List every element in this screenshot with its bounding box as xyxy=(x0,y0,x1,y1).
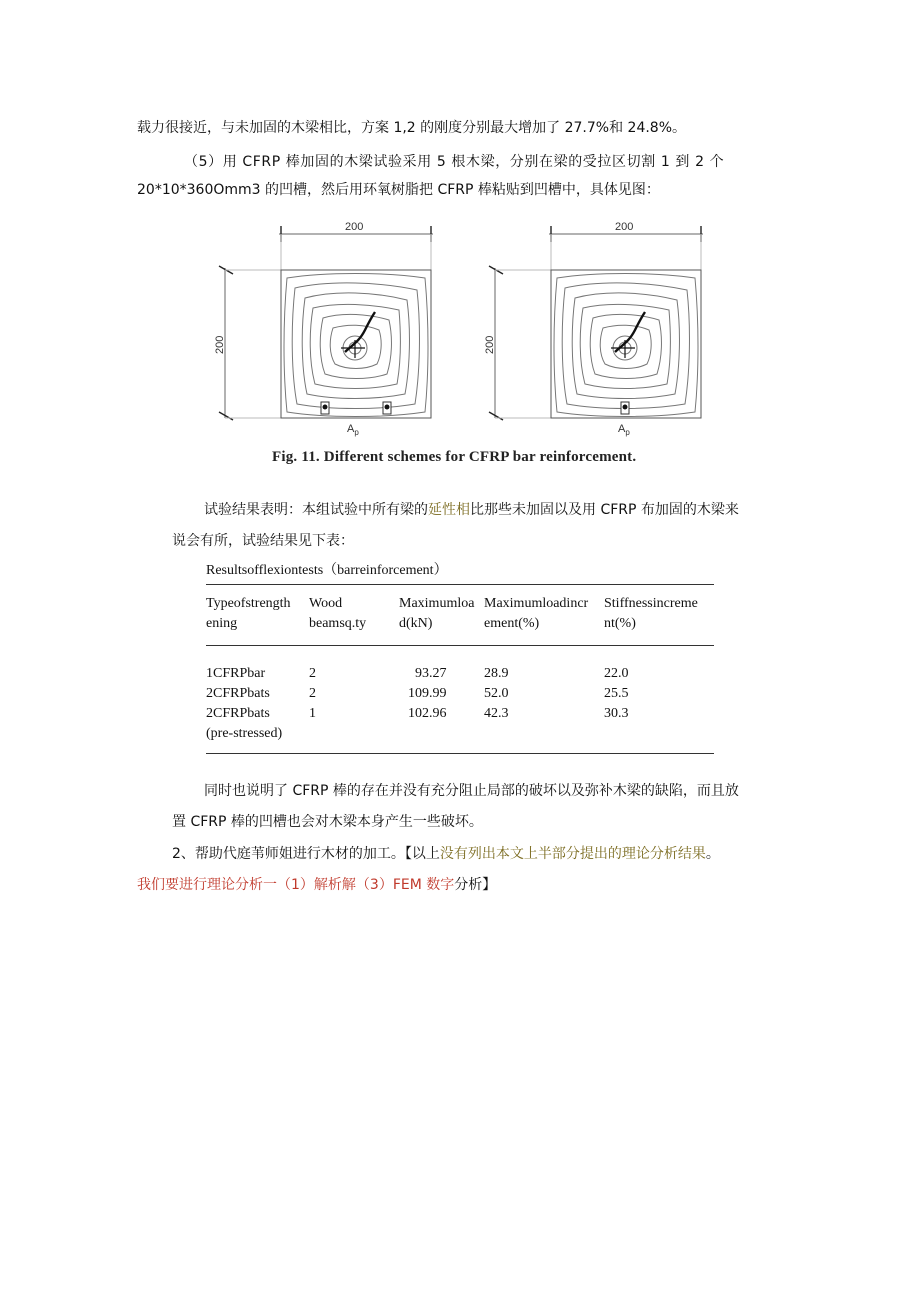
left-point-label: $A_p$ xyxy=(347,423,359,437)
row-load-inc: 42.3 xyxy=(484,706,509,721)
figure-caption: Fig. 11. Different schemes for CFRP bar reinforcement. xyxy=(272,449,637,465)
task-suffix: 。 xyxy=(705,846,720,862)
left-scheme-panel xyxy=(219,226,433,420)
paragraph-task-line1 xyxy=(172,844,720,864)
header-type: Typeofstrength ening xyxy=(206,596,291,631)
test-results-suffix: 比那些未加固以及用 CFRP 布加固的木梁来 xyxy=(470,502,739,518)
right-width-label: 200 xyxy=(615,221,634,233)
paragraph-conclusion-line1: 同时也说明了 CFRP 棒的存在并没有充分阻止局部的破坏以及弥补木梁的缺陷，而且放 xyxy=(204,783,739,799)
table-bottom-rule xyxy=(206,753,714,754)
cfrp-scheme-drawing xyxy=(215,212,715,452)
paragraph-test-results-line1 xyxy=(204,500,739,520)
table-spacer-row xyxy=(206,645,714,664)
row-qty: 1 xyxy=(309,706,316,721)
row-type: 2CFRPbats (pre-stressed) xyxy=(206,706,283,741)
analysis-plan-rest: 分析】 xyxy=(454,877,497,893)
row-stiff-inc: 25.5 xyxy=(604,686,629,701)
row-load: 93.27 xyxy=(415,666,447,681)
task-prefix: 2、帮助代庭苇师姐进行木材的加工。【以上 xyxy=(172,846,440,862)
row-load-inc: 28.9 xyxy=(484,666,509,681)
header-load-increment: Maximumloadincr ement(%) xyxy=(484,596,589,631)
header-qty: Wood beamsq.ty xyxy=(309,596,367,631)
header-stiffness-increment: Stiffnessincreme nt(%) xyxy=(604,596,698,631)
right-scheme-panel xyxy=(489,226,703,420)
row-load: 102.96 xyxy=(408,706,447,721)
paragraph-stiffness-result: 载力很接近，与未加固的木梁相比，方案 1,2 的刚度分别最大增加了 27.7%和 24.8%。 xyxy=(137,120,687,136)
cfrp-scheme-figure xyxy=(215,212,715,472)
ductility-highlight: 延性相 xyxy=(428,502,470,518)
row-qty: 2 xyxy=(309,666,316,681)
paragraph-task-line2 xyxy=(137,875,496,895)
right-height-label: 200 xyxy=(484,335,496,354)
left-height-label: 200 xyxy=(215,335,226,354)
paragraph-cfrp-method-line2: 20*10*360Omm3 的凹槽，然后用环氧树脂把 CFRP 棒粘贴到凹槽中，具体见图： xyxy=(137,182,660,198)
row-type: 1CFRPbar xyxy=(206,666,266,681)
table-row xyxy=(206,684,714,704)
left-width-label: 200 xyxy=(345,221,364,233)
row-load-inc: 52.0 xyxy=(484,686,509,701)
paragraph-cfrp-method-line1: （5）用 CFRP 棒加固的木梁试验采用 5 根木梁，分别在梁的受拉区切割 1 到 2 个 xyxy=(184,154,725,170)
row-stiff-inc: 22.0 xyxy=(604,666,629,681)
table-header-row xyxy=(206,584,714,645)
header-max-load: Maximumloa d(kN) xyxy=(399,596,475,631)
row-type: 2CFRPbats xyxy=(206,686,270,701)
row-qty: 2 xyxy=(309,686,316,701)
row-load: 109.99 xyxy=(408,686,447,701)
task-highlight: 没有列出本文上半部分提出的理论分析结果 xyxy=(439,846,706,862)
paragraph-conclusion-line2: 置 CFRP 棒的凹槽也会对木梁本身产生一些破坏。 xyxy=(172,814,483,830)
right-point-label: $A_p$ xyxy=(618,423,630,437)
analysis-plan-red: 我们要进行理论分析一（1）解析解（3）FEM 数字 xyxy=(137,877,455,893)
row-stiff-inc: 30.3 xyxy=(604,706,629,721)
table-row xyxy=(206,704,714,744)
table-title: Resultsofflexiontests（barreinforcement） xyxy=(206,563,448,578)
table-row xyxy=(206,664,714,684)
paragraph-test-results-line2: 说会有所，试验结果见下表： xyxy=(172,533,354,549)
flexion-results-table xyxy=(206,584,714,744)
test-results-prefix: 试验结果表明：本组试验中所有梁的 xyxy=(204,502,428,518)
